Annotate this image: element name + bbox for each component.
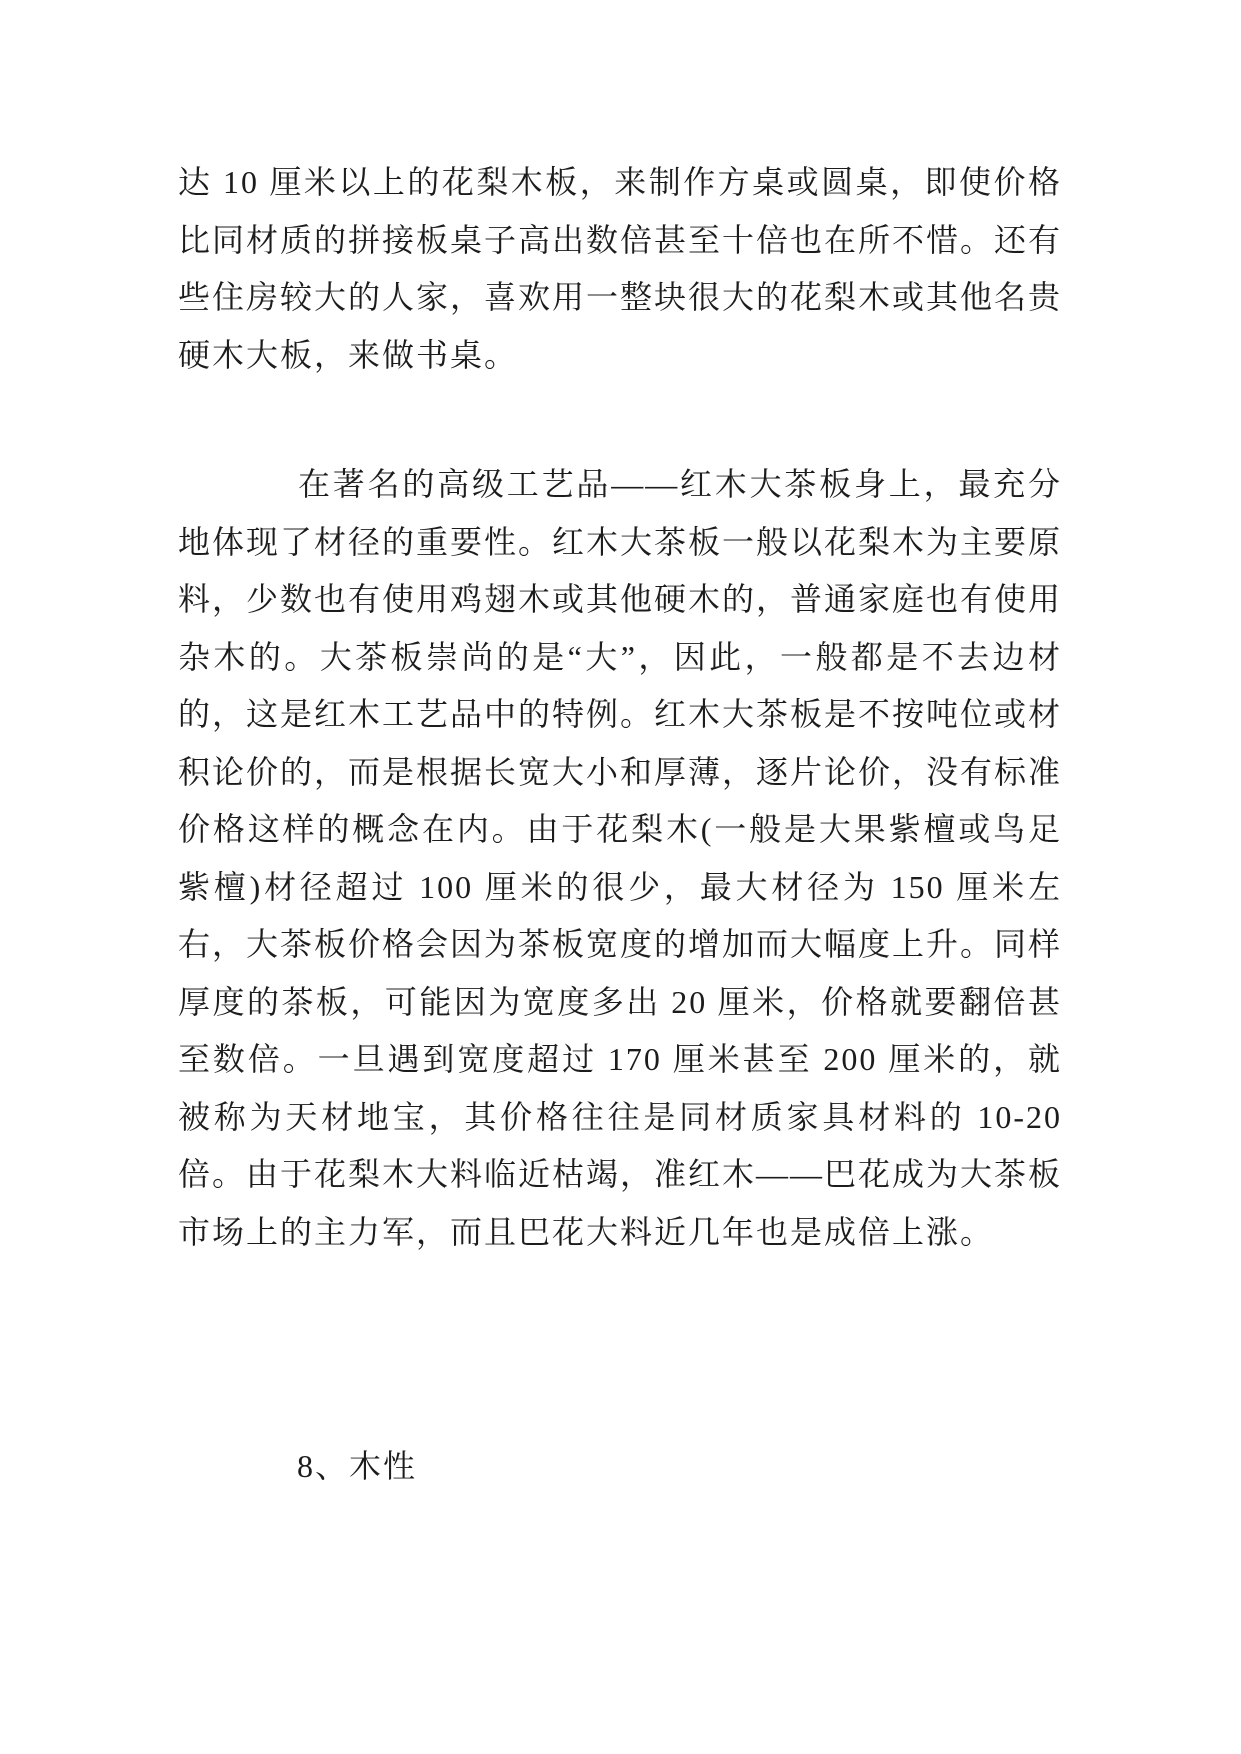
section-heading-wood-nature: 8、木性: [297, 1448, 418, 1484]
paragraph-tea-board-diameter: 在著名的高级工艺品——红木大茶板身上，最充分地体现了材径的重要性。红木大茶板一般以花梨木为主要原料，少数也有使用鸡翅木或其他硬木的，普通家庭也有使用杂木的。大茶板崇尚的是“大”，因此，一般都是不去边材的，这是红木工艺品中的特例。红木大茶板是不按吨位或材积论价的，而是根据长宽大小和厚薄，逐片论价，没有标准价格这样的概念在内。由于花梨木(一般是大果紫檀或鸟足紫檀)材径超过 100 厘米的很少，最大材径为 150 厘米左右，大茶板价格会因为茶板宽度的增加而大幅度上升。同样厚度的茶板，可能因为宽度多出 20 厘米，价格就要翻倍甚至数倍。一旦遇到宽度超过 170 厘米甚至 200 厘米的，就被称为天材地宝，其价格往往是同材质家具材料的 10-20 倍。由于花梨木大料临近枯竭，准红木——巴花成为大茶板市场上的主力军，而且巴花大料近几年也是成倍上涨。: [178, 466, 1063, 1250]
paragraph-table-boards: 达 10 厘米以上的花梨木板，来制作方桌或圆桌，即使价格比同材质的拼接板桌子高出数倍甚至十倍也在所不惜。还有些住房较大的人家，喜欢用一整块很大的花梨木或其他名贵硬木大板，来做书桌。: [178, 164, 1063, 373]
